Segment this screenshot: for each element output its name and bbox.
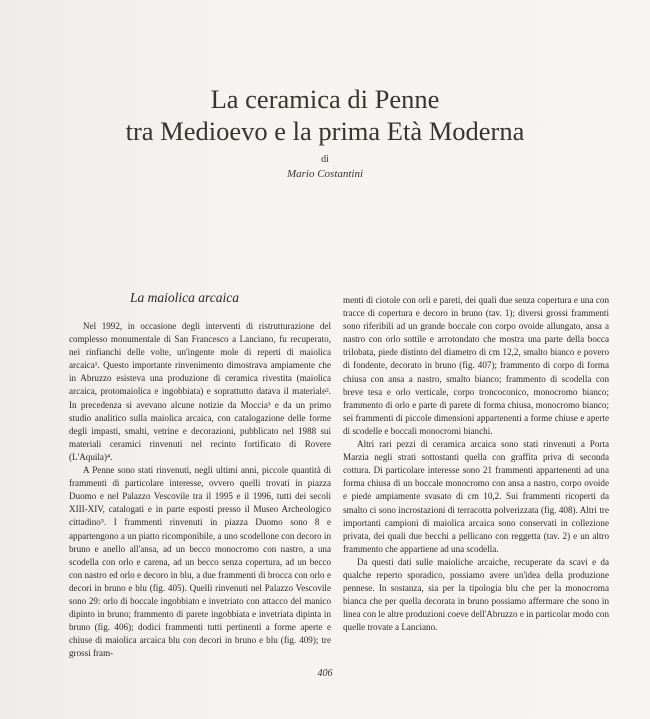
section-heading: La maiolica arcaica [130, 290, 239, 305]
paragraph: Altri rari pezzi di ceramica arcaica sono stati rinvenuti a Porta Marzia negli strati sottostanti quella con graffita priva di seconda cottura. Di particolare interesse sono 21 frammenti appartenenti ad una forma chiusa di un boccale monocromo con ansa a nastro, corpo ovoide e piede ampiamente svasato di cm 10,2. Sui frammenti ricoperti da smalto ci sono incrostazioni di terracotta polverizzata (fig. 408). Altri tre importanti campioni di maiolica arcaica sono conservati in collezione privata, dei quali due becchi a pellicano con reggetta (tav. 2) e un altro frammento che appartiene ad una scodella. [343, 439, 609, 554]
paragraph: A Penne sono stati rinvenuti, negli ultimi anni, piccole quantità di frammenti di particolare interesse, ovvero quelli trovati in piazza Duomo e nel Palazzo Vescovile tra il 1995 e il 1996, tutti dei secoli XIII-XIV, catalogati e in parte esposti presso il Museo Archeologico cittadino⁵. I frammenti rinvenuti in piazza Duomo sono 8 e appartengono a un piatto ricomponibile, a uno scodellone con decoro in bruno e anello all'ansa, ad un becco monocromo con nastro, a una scodella con orlo e carena, ad un becco senza copertura, ad un becco con nastro ed orlo e decoro in blu, a due frammenti di brocca con orlo e decori in bruno e blu (fig. 405). Quelli rinvenuti nel Palazzo Vescovile sono 29: orlo di boccale ingobbiato e invetriato con attacco del manico dipinto in bruno; frammento di parete ingobbiata e invetriata dipinta in bruno (fig. 406); dodici frammenti tutti pertinenti a forme aperte e chiuse di maiolica arcaica blu con decori in bruno e blu (fig. 409); tre grossi fram- [69, 465, 331, 659]
byline-prefix: di [321, 154, 329, 165]
page-number: 406 [317, 668, 333, 679]
title-line-1: La ceramica di Penne [210, 84, 440, 114]
right-column [343, 294, 609, 634]
title-line-2: tra Medioevo e la prima Età Moderna [125, 116, 525, 146]
left-column [69, 320, 331, 660]
paragraph: Da questi dati sulle maioliche arcaiche, recuperate da scavi e da qualche reperto sporadico, possiamo avere un'idea della produzione pennese. In sostanza, sia per la tipologia blu che per la monocroma bianca che per quella decorata in bruno possiamo affermare che sono in linea con le altre produzioni coeve dell'Abruzzo e in particolar modo con quelle trovate a Lanciano. [343, 556, 609, 633]
author-name: Mario Costantini [286, 168, 364, 180]
paragraph: Nel 1992, in occasione degli interventi di ristrutturazione del complesso monumentale di San Francesco a Lanciano, fu recuperato, nei rinfianchi delle volte, un'ingente mole di reperti di maiolica arcaica¹. Questo importante rinvenimento dimostrava ampiamente che in Abruzzo esisteva una produzione di ceramica rivestita (maiolica arcaica, protomaiolica e ingobbiata) e soprattutto datava il materiale². In precedenza si avevano alcune notizie da Moccia³ e da un primo studio analitico sulla maiolica arcaica, con catalogazione delle forme degli impasti, smalti, vetrine e decorazioni, pubblicato nel 1988 sui materiali ceramici rinvenuti nel recinto fortificato di Rovere (L'Aquila)⁴. [69, 321, 331, 462]
paragraph: menti di ciotole con orli e pareti, dei quali due senza copertura e una con tracce di copertura e decoro in bruno (tav. 1); diversi grossi frammenti sono riferibili ad un grande boccale con corpo ovoide allungato, ansa a nastro con orlo sottile e arrotondato che mostra una parte della bocca trilobata, piede distinto del diametro di cm 12,2, smalto bianco e povero di fondente, decorato in bruno (fig. 407); frammento di corpo di forma chiusa con ansa a nastro, smalto bianco; frammento di scodella con breve tesa e orlo verticale, corpo troncoconico, monocromo bianco; frammento di orlo e parte di parete di forma chiusa, monocromo bianco; sei frammenti di piccole dimensioni appartenenti a forme chiuse e aperte di scodelle e boccali monocromi bianchi. [343, 295, 609, 436]
